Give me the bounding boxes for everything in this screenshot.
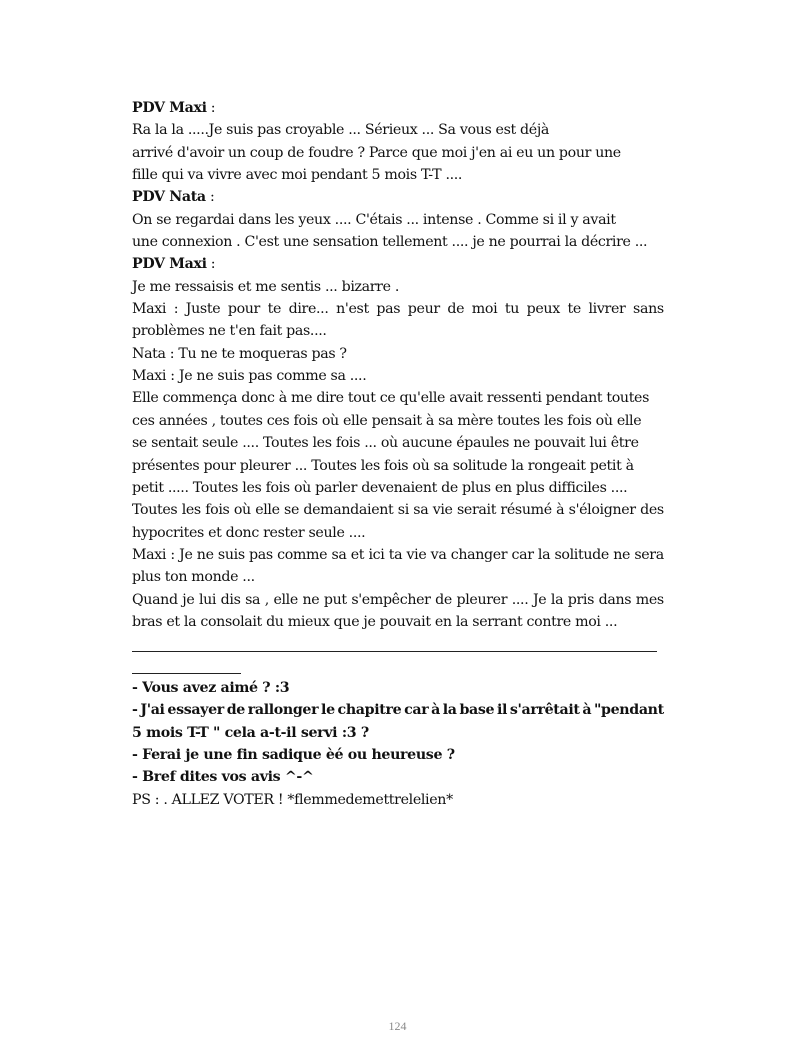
text-line: Nata : Tu ne te moqueras pas ? <box>132 345 347 362</box>
word: elle <box>255 502 280 519</box>
text-line: bras et la consolait du mieux que je pouvait en la serrant contre moi ... <box>132 613 618 630</box>
text-line: une connexion . C'est une sensation tellement .... je ne pourrai la décrire ... <box>132 234 648 251</box>
word: Maxi <box>132 301 167 318</box>
page-number: 124 <box>388 1019 407 1033</box>
word: à <box>431 702 440 719</box>
footnote-separator <box>132 673 241 674</box>
word: Toutes <box>132 502 178 519</box>
word: sa <box>413 502 429 519</box>
word: Juste <box>185 301 221 318</box>
text-line: problèmes ne t'en fait pas.... <box>132 323 327 340</box>
text-line: Ra la la .....Je suis pas croyable ... Sérieux ... Sa vous est déjà <box>132 122 549 139</box>
text-line-justified <box>132 499 664 521</box>
word: tu <box>504 301 520 318</box>
pov-label: PDV Maxi <box>132 100 207 116</box>
word: s'éloigner <box>568 502 636 519</box>
word: peur <box>407 301 440 318</box>
word: Maxi <box>132 546 167 563</box>
text-line-justified <box>132 544 664 566</box>
word: Je <box>532 591 547 608</box>
word: et <box>350 546 365 563</box>
word: se <box>284 502 300 519</box>
word: suis <box>217 546 245 563</box>
word: s'empêcher <box>351 591 431 608</box>
word: pleurer <box>456 591 508 608</box>
word: à <box>556 502 565 519</box>
word: de <box>435 591 452 608</box>
word: serait <box>456 502 497 519</box>
word: fois <box>205 502 230 519</box>
text-line: ces années , toutes ces fois où elle pensait à sa mère toutes les fois où elle <box>132 412 642 429</box>
pov-label: PDV Maxi <box>132 256 207 273</box>
word: changer <box>450 546 508 563</box>
pov-colon: : <box>206 100 216 116</box>
note-line: - Vous avez aimé ? :3 <box>132 680 290 696</box>
pov-colon: : <box>205 189 215 206</box>
word: la <box>537 546 551 563</box>
text-line: présentes pour pleurer ... Toutes les fois où sa solitude la rongeait petit à <box>132 457 634 474</box>
word: dis <box>220 591 241 608</box>
word: comme <box>277 546 328 563</box>
word: je <box>182 591 195 608</box>
word: chapitre <box>337 702 402 719</box>
word: de <box>226 702 245 719</box>
pov-label: PDV Nata <box>132 189 206 206</box>
author-notes <box>132 677 664 811</box>
word: la <box>442 702 457 719</box>
pov-heading <box>132 186 664 208</box>
text-line: plus ton monde ... <box>132 569 255 586</box>
note-line: - Bref dites vos avis ^-^ <box>132 769 314 786</box>
word: sa <box>245 591 261 608</box>
word: sans <box>633 301 664 318</box>
word: peux <box>526 301 560 318</box>
pov-heading <box>132 253 664 275</box>
word: pris <box>567 591 595 608</box>
word: : <box>173 301 179 318</box>
note-line: - Ferai je une fin sadique èé ou heureuse ? <box>132 747 455 764</box>
word: car <box>511 546 534 563</box>
word: les <box>181 502 201 519</box>
text-line: fille qui va vivre avec moi pendant 5 mois T-T .... <box>132 167 463 184</box>
word: elle <box>273 591 298 608</box>
word: rallonger <box>247 702 319 719</box>
body-text <box>132 97 664 633</box>
word: car <box>404 702 429 719</box>
word: put <box>323 591 347 608</box>
text-line-justified <box>132 589 664 611</box>
word: .... <box>511 591 529 608</box>
word: sera <box>634 546 664 563</box>
text-line: arrivé d'avoir un coup de foudre ? Parce que moi j'en ai eu un pour une <box>132 144 621 161</box>
note-line-justified <box>132 699 664 721</box>
word: ne <box>613 546 631 563</box>
word: s'arrêtait <box>509 702 580 719</box>
word: te <box>567 301 581 318</box>
word: de <box>447 301 465 318</box>
word: à <box>582 702 592 719</box>
text-line: Maxi : Je ne suis pas comme sa .... <box>132 368 367 385</box>
text-line: On se regardai dans les yeux .... C'étais ... intense . Comme si il y avait <box>132 211 616 228</box>
word: , <box>264 591 269 608</box>
text-line: Elle commença donc à me dire tout ce qu'elle avait ressenti pendant toutes <box>132 390 650 407</box>
word: Quand <box>132 591 178 608</box>
pov-colon: : <box>206 256 216 273</box>
word: pour <box>227 301 260 318</box>
word: ne <box>196 546 214 563</box>
word: "pendant <box>594 702 664 719</box>
word: moi <box>471 301 498 318</box>
word: J'ai <box>140 702 165 719</box>
text-line: se sentait seule .... Toutes les fois ... où aucune épaules ne pouvait lui être <box>132 435 639 452</box>
word: demandaient <box>303 502 394 519</box>
text-line-justified <box>132 298 664 320</box>
word: n'est <box>336 301 369 318</box>
word: lui <box>198 591 217 608</box>
word: : <box>170 546 175 563</box>
word: solitude <box>554 546 609 563</box>
word: essayer <box>167 702 224 719</box>
note-line: PS : . ALLEZ VOTER ! *flemmedemettrelelien* <box>132 791 453 808</box>
separator-line <box>132 651 657 652</box>
text-line: petit ..... Toutes les fois où parler devenaient de plus en plus difficiles .... <box>132 479 628 496</box>
word: va <box>430 546 447 563</box>
text-line: hypocrites et donc rester seule .... <box>132 524 366 541</box>
word: résumé <box>500 502 552 519</box>
word: te <box>267 301 282 318</box>
pov-heading <box>132 97 664 119</box>
word: base <box>459 702 495 719</box>
word: ta <box>388 546 403 563</box>
word: - <box>132 702 138 719</box>
word: il <box>496 702 508 719</box>
word: pas <box>376 301 401 318</box>
word: la <box>550 591 564 608</box>
word: ici <box>368 546 385 563</box>
word: sa <box>331 546 347 563</box>
word: Je <box>179 546 193 563</box>
note-line: 5 mois T-T " cela a-t-il servi :3 ? <box>132 724 369 741</box>
word: dans <box>598 591 632 608</box>
word: pas <box>249 546 273 563</box>
word: si <box>397 502 409 519</box>
word: des <box>640 502 664 519</box>
text-line: Je me ressaisis et me sentis ... bizarre . <box>132 278 399 295</box>
word: dire... <box>288 301 329 318</box>
word: livrer <box>588 301 626 318</box>
word: le <box>321 702 335 719</box>
word: où <box>233 502 251 519</box>
word: vie <box>406 546 427 563</box>
word: ne <box>302 591 320 608</box>
word: mes <box>635 591 664 608</box>
word: vie <box>432 502 453 519</box>
